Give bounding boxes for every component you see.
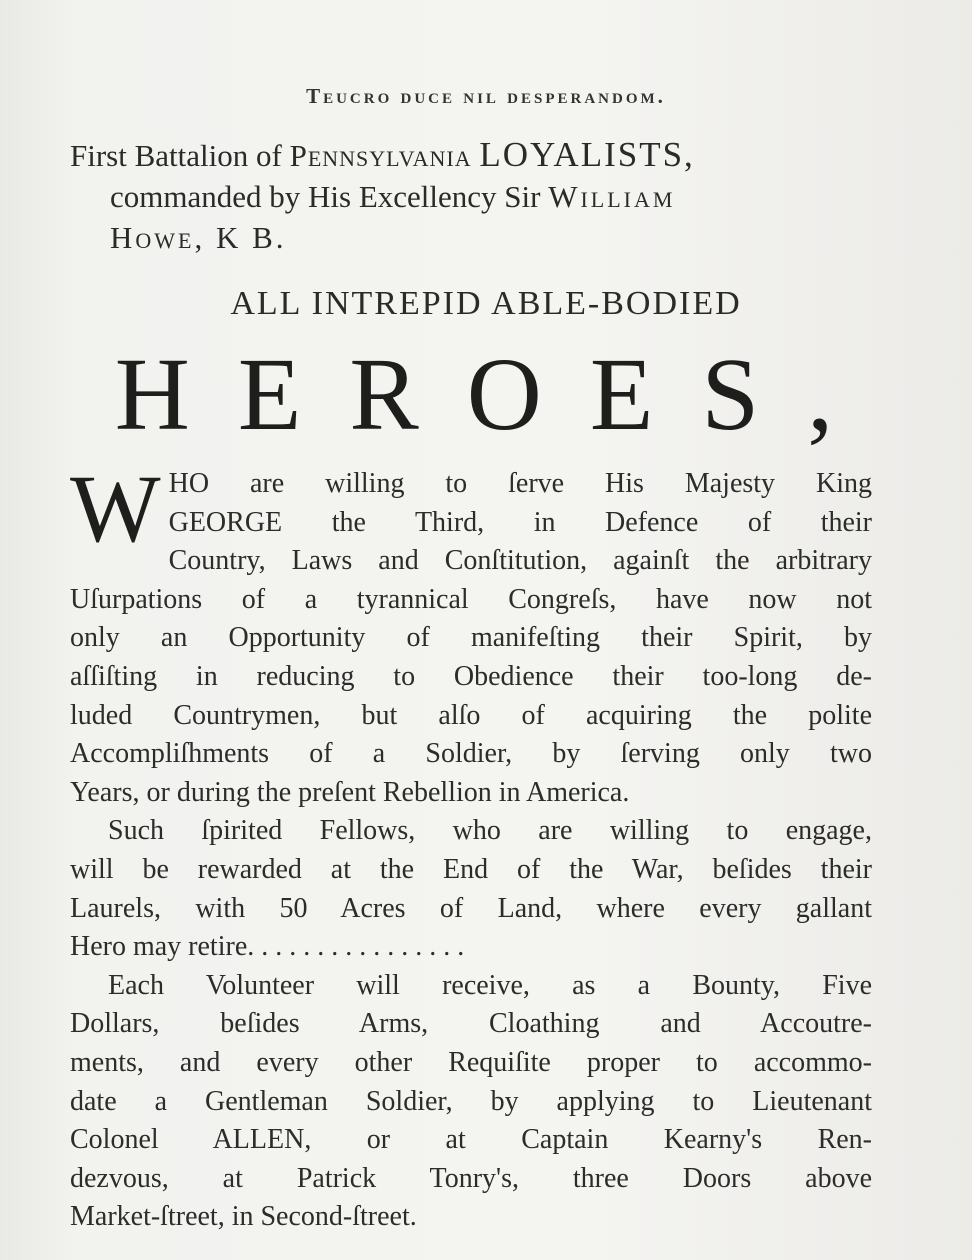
commander-text: commanded by His Excellency Sir	[110, 179, 549, 214]
battalion-line-1	[70, 135, 695, 174]
loyalists-word: LOYALISTS,	[479, 135, 695, 174]
p3-line: Colonel ALLEN, or at Captain Kearny's Ren-	[70, 1124, 872, 1156]
state-name: Pennsylvania	[289, 138, 472, 173]
p1-line: Country, Laws and Conſtitution, againſt the arbitrary	[168, 545, 872, 577]
p3-line: ments, and every other Requiſite proper to accommo-	[70, 1046, 872, 1078]
p3-line: Each Volunteer will receive, as a Bounty, Five	[108, 969, 872, 1001]
battalion-heading	[70, 134, 870, 258]
p3-line: date a Gentleman Soldier, by applying to Lieutenant	[70, 1085, 872, 1117]
commander-first-name: William	[548, 179, 676, 214]
p2-line: will be rewarded at the End of the War, beſides their	[70, 853, 872, 885]
drop-cap: W	[70, 455, 161, 562]
p1-line: GEORGE the Third, in Defence of their	[168, 506, 872, 538]
battalion-line-3: Howe, K B.	[110, 220, 287, 255]
p1-line: HO are willing to ſerve His Majesty King	[168, 468, 872, 499]
subheading: ALL INTREPID ABLE-BODIED	[230, 285, 742, 322]
p2-line: Laurels, with 50 Acres of Land, where every gallant	[70, 892, 872, 924]
battalion-line-2	[70, 176, 870, 217]
p1-line: Accompliſhments of a Soldier, by ſerving only two	[70, 738, 872, 770]
p2-line: Hero may retire. . . . . . . . . . . . . . . .	[70, 931, 465, 963]
p1-line: Years, or during the preſent Rebellion in America.	[70, 776, 630, 808]
p3-line: dezvous, at Patrick Tonry's, three Doors above	[70, 1162, 872, 1194]
p1-line: only an Opportunity of manifeſting their Spirit, by	[70, 622, 872, 654]
p1-line: aſſiſting in reducing to Obedience their too-long de-	[70, 660, 872, 692]
battalion-text: First Battalion of	[70, 138, 290, 173]
p1-line: Uſurpations of a tyrannical Congreſs, have now not	[70, 583, 872, 615]
body-text	[70, 455, 872, 1237]
p2-line: Such ſpirited Fellows, who are willing to engage,	[108, 815, 872, 847]
p3-line: Market-ſtreet, in Second-ſtreet.	[70, 1201, 417, 1233]
p1-line: luded Countrymen, but alſo of acquiring the polite	[70, 699, 872, 731]
motto: Teucro duce nil desperandom.	[306, 84, 666, 108]
p3-line: Dollars, beſides Arms, Cloathing and Accoutre-	[70, 1008, 872, 1040]
main-heading: HEROES,	[114, 337, 882, 452]
